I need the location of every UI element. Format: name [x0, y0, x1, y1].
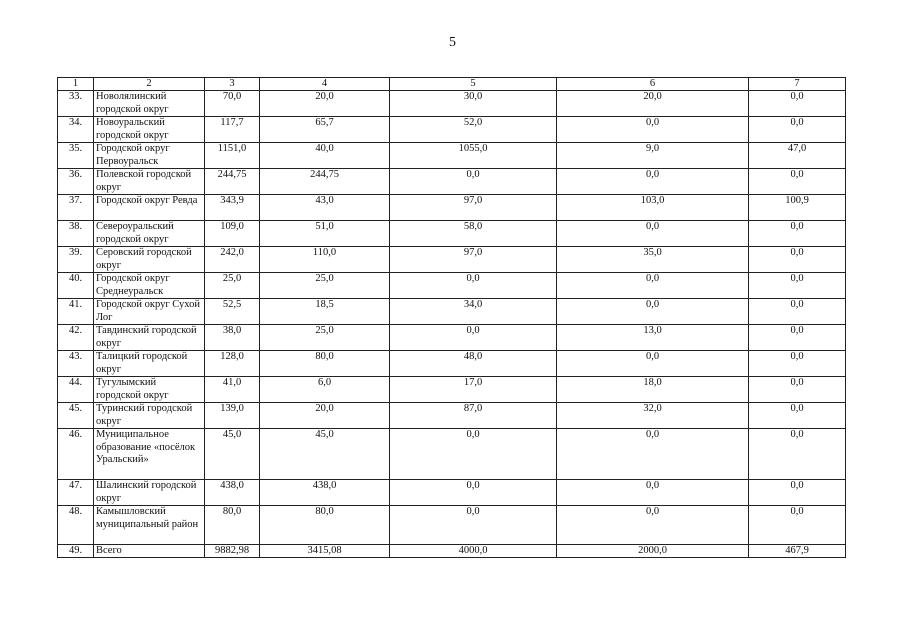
municipality-name-cell: Талицкий городской округ — [94, 351, 205, 377]
table-row — [58, 506, 846, 545]
municipality-name-cell: Тугулымский городской округ — [94, 377, 205, 403]
row-number-cell: 33. — [58, 91, 94, 117]
value-cell-col6: 0,0 — [557, 169, 749, 195]
municipality-name-cell: Туринский городской округ — [94, 403, 205, 429]
value-cell-col5: 87,0 — [390, 403, 557, 429]
table-row — [58, 544, 846, 558]
value-cell-col5: 52,0 — [390, 117, 557, 143]
row-number-cell: 35. — [58, 143, 94, 169]
value-cell-col3: 244,75 — [205, 169, 260, 195]
row-number-cell: 37. — [58, 195, 94, 221]
municipality-name-cell: Городской округ Ревда — [94, 195, 205, 221]
value-cell-col5: 30,0 — [390, 91, 557, 117]
value-cell-col6: 0,0 — [557, 221, 749, 247]
table-row — [58, 299, 846, 325]
column-header: 5 — [390, 78, 557, 91]
value-cell-col3: 139,0 — [205, 403, 260, 429]
table-row — [58, 429, 846, 480]
value-cell-col6: 2000,0 — [557, 544, 749, 558]
table-row — [58, 169, 846, 195]
row-number-cell: 44. — [58, 377, 94, 403]
table-row — [58, 377, 846, 403]
value-cell-col3: 343,9 — [205, 195, 260, 221]
value-cell-col5: 1055,0 — [390, 143, 557, 169]
table-row — [58, 273, 846, 299]
row-number-cell: 40. — [58, 273, 94, 299]
value-cell-col6: 0,0 — [557, 429, 749, 480]
value-cell-col6: 0,0 — [557, 480, 749, 506]
row-number-cell: 39. — [58, 247, 94, 273]
value-cell-col7: 0,0 — [749, 247, 846, 273]
value-cell-col4: 20,0 — [260, 91, 390, 117]
value-cell-col7: 0,0 — [749, 325, 846, 351]
value-cell-col6: 103,0 — [557, 195, 749, 221]
value-cell-col5: 97,0 — [390, 247, 557, 273]
value-cell-col5: 4000,0 — [390, 544, 557, 558]
value-cell-col7: 0,0 — [749, 299, 846, 325]
value-cell-col5: 48,0 — [390, 351, 557, 377]
row-number-cell: 42. — [58, 325, 94, 351]
value-cell-col4: 80,0 — [260, 506, 390, 545]
value-cell-col6: 13,0 — [557, 325, 749, 351]
value-cell-col3: 80,0 — [205, 506, 260, 545]
value-cell-col4: 110,0 — [260, 247, 390, 273]
value-cell-col7: 0,0 — [749, 351, 846, 377]
value-cell-col5: 97,0 — [390, 195, 557, 221]
value-cell-col5: 0,0 — [390, 480, 557, 506]
value-cell-col4: 438,0 — [260, 480, 390, 506]
value-cell-col7: 0,0 — [749, 377, 846, 403]
table-row — [58, 117, 846, 143]
value-cell-col7: 0,0 — [749, 221, 846, 247]
value-cell-col5: 58,0 — [390, 221, 557, 247]
municipality-name-cell: Полевской городской округ — [94, 169, 205, 195]
value-cell-col4: 20,0 — [260, 403, 390, 429]
column-header: 4 — [260, 78, 390, 91]
column-header: 2 — [94, 78, 205, 91]
row-number-cell: 34. — [58, 117, 94, 143]
table-row — [58, 247, 846, 273]
value-cell-col6: 0,0 — [557, 299, 749, 325]
value-cell-col7: 0,0 — [749, 480, 846, 506]
value-cell-col4: 65,7 — [260, 117, 390, 143]
column-header: 1 — [58, 78, 94, 91]
value-cell-col3: 41,0 — [205, 377, 260, 403]
table-row — [58, 403, 846, 429]
value-cell-col3: 70,0 — [205, 91, 260, 117]
municipality-name-cell: Всего — [94, 544, 205, 558]
value-cell-col6: 0,0 — [557, 506, 749, 545]
municipality-name-cell: Городской округ Среднеуральск — [94, 273, 205, 299]
allocation-table — [57, 77, 846, 558]
value-cell-col4: 3415,08 — [260, 544, 390, 558]
value-cell-col6: 0,0 — [557, 273, 749, 299]
value-cell-col5: 17,0 — [390, 377, 557, 403]
row-number-cell: 41. — [58, 299, 94, 325]
column-header: 7 — [749, 78, 846, 91]
table-row — [58, 91, 846, 117]
table-row — [58, 351, 846, 377]
value-cell-col7: 0,0 — [749, 169, 846, 195]
value-cell-col3: 242,0 — [205, 247, 260, 273]
row-number-cell: 49. — [58, 544, 94, 558]
table-row — [58, 221, 846, 247]
municipality-name-cell: Городской округ Сухой Лог — [94, 299, 205, 325]
value-cell-col5: 0,0 — [390, 273, 557, 299]
row-number-cell: 48. — [58, 506, 94, 545]
value-cell-col3: 128,0 — [205, 351, 260, 377]
municipality-name-cell: Тавдинский городской округ — [94, 325, 205, 351]
value-cell-col7: 0,0 — [749, 273, 846, 299]
value-cell-col4: 45,0 — [260, 429, 390, 480]
value-cell-col3: 38,0 — [205, 325, 260, 351]
table-row — [58, 143, 846, 169]
municipality-name-cell: Серовский городской округ — [94, 247, 205, 273]
value-cell-col6: 9,0 — [557, 143, 749, 169]
table-row — [58, 195, 846, 221]
value-cell-col4: 6,0 — [260, 377, 390, 403]
municipality-name-cell: Новоуральский городской округ — [94, 117, 205, 143]
value-cell-col4: 80,0 — [260, 351, 390, 377]
value-cell-col3: 109,0 — [205, 221, 260, 247]
value-cell-col7: 0,0 — [749, 117, 846, 143]
row-number-cell: 46. — [58, 429, 94, 480]
row-number-cell: 38. — [58, 221, 94, 247]
value-cell-col5: 0,0 — [390, 429, 557, 480]
value-cell-col6: 35,0 — [557, 247, 749, 273]
value-cell-col3: 25,0 — [205, 273, 260, 299]
column-header: 3 — [205, 78, 260, 91]
municipality-name-cell: Камышловский муниципальный район — [94, 506, 205, 545]
value-cell-col7: 0,0 — [749, 506, 846, 545]
value-cell-col6: 32,0 — [557, 403, 749, 429]
municipality-name-cell: Городской округ Первоуральск — [94, 143, 205, 169]
value-cell-col4: 40,0 — [260, 143, 390, 169]
municipality-name-cell: Североуральский городской округ — [94, 221, 205, 247]
row-number-cell: 43. — [58, 351, 94, 377]
value-cell-col4: 18,5 — [260, 299, 390, 325]
value-cell-col3: 1151,0 — [205, 143, 260, 169]
row-number-cell: 45. — [58, 403, 94, 429]
value-cell-col4: 25,0 — [260, 273, 390, 299]
value-cell-col3: 9882,98 — [205, 544, 260, 558]
value-cell-col7: 100,9 — [749, 195, 846, 221]
value-cell-col6: 18,0 — [557, 377, 749, 403]
municipality-name-cell: Шалинский городской округ — [94, 480, 205, 506]
municipality-name-cell: Новолялинский городской округ — [94, 91, 205, 117]
value-cell-col4: 51,0 — [260, 221, 390, 247]
value-cell-col5: 0,0 — [390, 169, 557, 195]
value-cell-col7: 0,0 — [749, 403, 846, 429]
value-cell-col6: 20,0 — [557, 91, 749, 117]
value-cell-col7: 47,0 — [749, 143, 846, 169]
table-row — [58, 480, 846, 506]
value-cell-col7: 467,9 — [749, 544, 846, 558]
value-cell-col5: 0,0 — [390, 506, 557, 545]
row-number-cell: 47. — [58, 480, 94, 506]
value-cell-col6: 0,0 — [557, 117, 749, 143]
table-row — [58, 325, 846, 351]
value-cell-col5: 0,0 — [390, 325, 557, 351]
page-number: 5 — [449, 35, 456, 50]
value-cell-col5: 34,0 — [390, 299, 557, 325]
value-cell-col4: 244,75 — [260, 169, 390, 195]
value-cell-col3: 45,0 — [205, 429, 260, 480]
row-number-cell: 36. — [58, 169, 94, 195]
value-cell-col4: 25,0 — [260, 325, 390, 351]
value-cell-col3: 117,7 — [205, 117, 260, 143]
value-cell-col7: 0,0 — [749, 91, 846, 117]
value-cell-col6: 0,0 — [557, 351, 749, 377]
value-cell-col3: 52,5 — [205, 299, 260, 325]
value-cell-col4: 43,0 — [260, 195, 390, 221]
value-cell-col7: 0,0 — [749, 429, 846, 480]
municipality-name-cell: Муниципальное образование «посёлок Уральский» — [94, 429, 205, 480]
value-cell-col3: 438,0 — [205, 480, 260, 506]
column-header: 6 — [557, 78, 749, 91]
table-header-row — [58, 78, 846, 91]
